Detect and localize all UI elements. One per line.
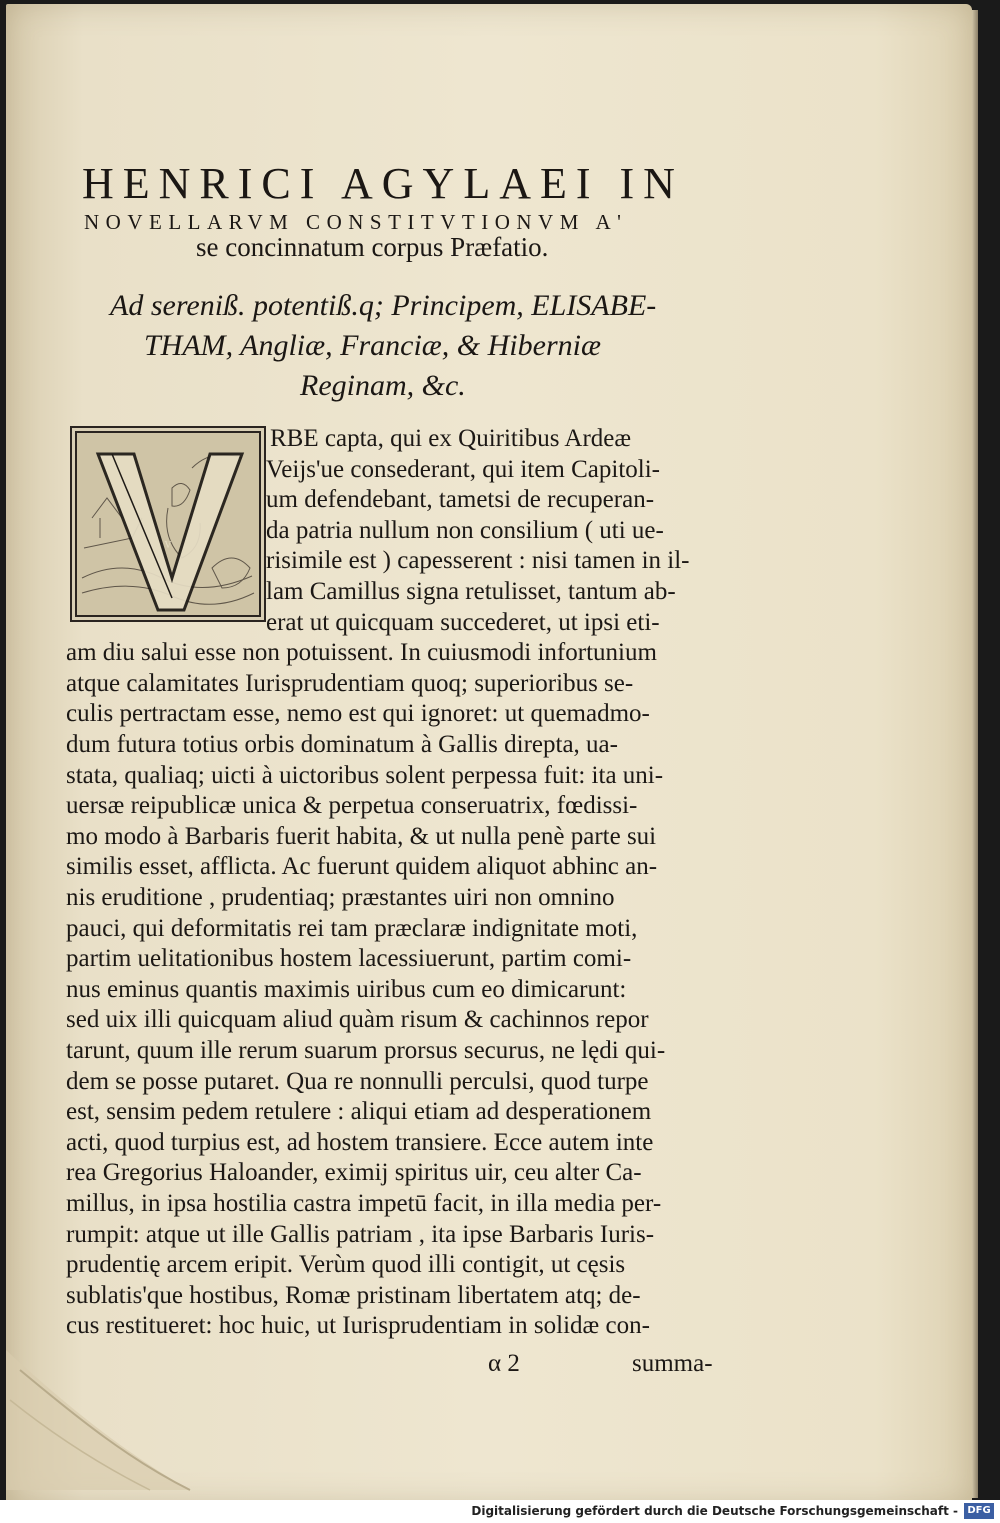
catchword: summa- <box>632 1350 713 1377</box>
text-line: dem se posse putaret. Qua re nonnulli perculsi, quod turpe <box>66 1067 649 1095</box>
text-line: similis esset, afflicta. Ac fuerunt quidem aliquot abhinc an- <box>66 853 658 881</box>
text-line: da patria nullum non consilium ( uti ue- <box>266 516 664 544</box>
text-line: lam Camillus signa retulisset, tantum ab- <box>266 578 676 605</box>
signature-mark: α 2 <box>488 1350 520 1377</box>
text-line: tarunt, quum ille rerum suarum prorsus securus, ne lędi qui- <box>66 1037 666 1064</box>
text-line: atque calamitates Iurisprudentiam quoq; superioribus se- <box>66 669 634 697</box>
text-line: nis eruditione , prudentiaq; præstantes uiri non omnino <box>66 884 615 911</box>
text-line: cus restitueret: hoc huic, ut Iurisprudentiam in solidæ con- <box>66 1312 650 1340</box>
text-line: prudentię arcem eripit. Verùm quod illi contigit, ut cęsis <box>66 1251 626 1279</box>
heading-line-1: HENRICI AGYLAEI IN <box>82 159 684 208</box>
footer-bar <box>0 1500 1000 1523</box>
text-line: uersæ reipublicæ unica & perpetua conseruatrix, fœdissi- <box>66 792 638 820</box>
dedication-line-1: Ad sereniß. potentiß.q; Principem, ELISABE- <box>110 289 657 322</box>
dedication-line-3: Reginam, &c. <box>300 369 466 402</box>
text-line: rea Gregorius Haloander, eximij spiritus uir, ceu alter Ca- <box>66 1159 642 1187</box>
text-line: RBE capta, qui ex Quiritibus Ardeæ <box>270 425 632 452</box>
heading-line-2: NOVELLARVM CONSTITVTIONVM A' <box>84 210 628 234</box>
text-line: sublatis'que hostibus, Romæ pristinam libertatem atq; de- <box>66 1281 641 1309</box>
text-line: risimile est ) capesserent : nisi tamen in il- <box>266 547 690 575</box>
text-line: erat ut quicquam succederet, ut ipsi eti- <box>266 608 660 636</box>
text-line: millus, in ipsa hostilia castra impetū facit, in illa media per- <box>66 1190 662 1217</box>
text-line: am diu salui esse non potuissent. In cuiusmodi infortunium <box>66 639 657 667</box>
text-line: Veijs'ue consederant, qui item Capitoli- <box>266 455 660 483</box>
text-line: mo modo à Barbaris fuerit habita, & ut nulla penè parte sui <box>66 822 657 850</box>
initial-letter: V <box>164 540 172 551</box>
text-line: culis pertractam esse, nemo est qui ignoret: ut quemadmo- <box>66 700 650 728</box>
footer-credit: Digitalisierung gefördert durch die Deutsche Forschungsgemeinschaft - <box>471 1504 958 1518</box>
heading-line-3: se concinnatum corpus Præfatio. <box>196 232 549 262</box>
text-line: nus eminus quantis maximis uiribus cum eo dimicarunt: <box>66 975 627 1003</box>
text-line: um defendebant, tametsi de recuperan- <box>266 486 655 514</box>
text-line: dum futura totius orbis dominatum à Gallis direpta, ua- <box>66 731 618 758</box>
text-line: est, sensim pedem retulere : aliqui etiam ad desperationem <box>66 1098 652 1126</box>
text-line: sed uix illi quicquam aliud quàm risum & cachinnos repor <box>66 1006 649 1034</box>
text-line: acti, quod turpius est, ad hostem transiere. Ecce autem inte <box>66 1128 654 1156</box>
text-line: stata, qualiaq; uicti à uictoribus solent perpessa fuit: ita uni- <box>66 761 664 789</box>
text-line: rumpit: atque ut ille Gallis patriam , ita ipse Barbaris Iuris- <box>66 1220 655 1248</box>
dedication-line-2: THAM, Angliæ, Franciæ, & Hiberniæ <box>144 329 601 362</box>
text-line: partim uelitationibus hostem lacessiuerunt, partim comi- <box>66 945 632 973</box>
text-line: pauci, qui deformitatis rei tam præclaræ indignitate moti, <box>66 914 638 942</box>
dfg-logo-icon: DFG <box>964 1503 994 1519</box>
